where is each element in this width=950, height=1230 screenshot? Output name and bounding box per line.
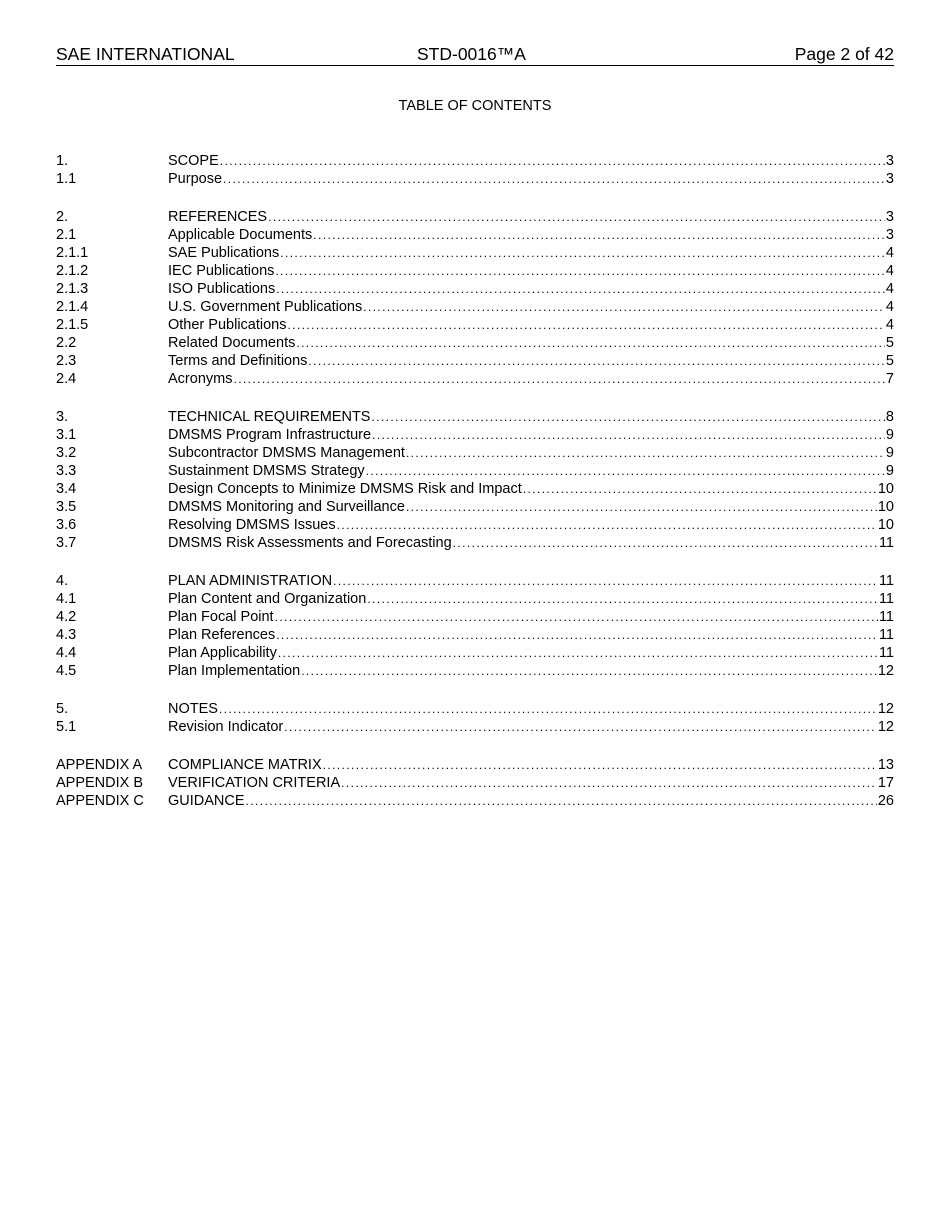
toc-entry-title: TECHNICAL REQUIREMENTS <box>168 409 371 425</box>
toc-section <box>56 700 894 736</box>
toc-entry-number: 4.3 <box>56 627 77 643</box>
toc-entry[interactable] <box>56 662 894 680</box>
toc-entry-title: COMPLIANCE MATRIX <box>168 757 322 773</box>
toc-entry-number: 2.1.1 <box>56 245 89 261</box>
toc-entry[interactable] <box>56 572 894 590</box>
toc-entry-number: APPENDIX B <box>56 775 144 791</box>
header-document-id: STD-0016™A <box>417 44 526 64</box>
toc-entry-number: 3.3 <box>56 463 77 479</box>
toc-dot-leader <box>453 534 878 552</box>
toc-entry[interactable] <box>56 718 894 736</box>
toc-entry-line <box>168 590 894 608</box>
toc-dot-leader <box>280 244 885 262</box>
toc-entry[interactable] <box>56 462 894 480</box>
toc-entry-line <box>168 352 894 370</box>
toc-entry-title: Acronyms <box>168 371 233 387</box>
toc-entry-page: 11 <box>878 573 894 589</box>
toc-entry-page: 4 <box>885 245 894 261</box>
toc-entry-number: 2.1.5 <box>56 317 89 333</box>
toc-entry-page: 9 <box>885 463 894 479</box>
toc-entry-title: PLAN ADMINISTRATION <box>168 573 333 589</box>
toc-dot-leader <box>313 226 885 244</box>
toc-entry-line <box>168 662 894 680</box>
toc-dot-leader <box>323 756 877 774</box>
toc-entry-page: 3 <box>885 209 894 225</box>
toc-entry-page: 17 <box>877 775 894 791</box>
toc-entry-line <box>168 444 894 462</box>
toc-entry[interactable] <box>56 700 894 718</box>
toc-entry-line <box>168 208 894 226</box>
toc-dot-leader <box>287 316 884 334</box>
toc-entry[interactable] <box>56 498 894 516</box>
toc-entry[interactable] <box>56 644 894 662</box>
toc-entry-page: 11 <box>878 535 894 551</box>
toc-dot-leader <box>337 516 877 534</box>
toc-entry-page: 11 <box>878 645 894 661</box>
toc-entry[interactable] <box>56 626 894 644</box>
toc-entry-page: 10 <box>877 481 894 497</box>
header-page-number: Page 2 of 42 <box>794 44 894 64</box>
toc-entry[interactable] <box>56 426 894 444</box>
toc-dot-leader <box>246 792 877 810</box>
toc-section <box>56 756 894 810</box>
toc-dot-leader <box>278 644 878 662</box>
toc-entry-title: Terms and Definitions <box>168 353 308 369</box>
toc-entry-line <box>168 462 894 480</box>
toc-entry-page: 3 <box>885 153 894 169</box>
toc-entry[interactable] <box>56 756 894 774</box>
toc-dot-leader <box>284 718 877 736</box>
toc-dot-leader <box>276 280 885 298</box>
toc-entry[interactable] <box>56 516 894 534</box>
toc-section <box>56 408 894 552</box>
toc-entry-title: Purpose <box>168 171 223 187</box>
toc-entry-title: DMSMS Program Infrastructure <box>168 427 372 443</box>
toc-entry-number: 3.4 <box>56 481 77 497</box>
toc-entry-line <box>168 774 894 792</box>
toc-entry-page: 12 <box>877 701 894 717</box>
toc-entry-number: 2.4 <box>56 371 77 387</box>
toc-dot-leader <box>219 700 877 718</box>
toc-entry-line <box>168 644 894 662</box>
toc-entry-line <box>168 700 894 718</box>
toc-entry-page: 4 <box>885 317 894 333</box>
toc-entry[interactable] <box>56 152 894 170</box>
table-of-contents <box>56 152 894 830</box>
toc-entry-title: U.S. Government Publications <box>168 299 363 315</box>
toc-entry-page: 4 <box>885 281 894 297</box>
toc-entry[interactable] <box>56 408 894 426</box>
toc-entry-number: 2.1 <box>56 227 77 243</box>
toc-entry-line <box>168 170 894 188</box>
toc-entry-number: 2.1.2 <box>56 263 89 279</box>
toc-dot-leader <box>268 208 885 226</box>
toc-entry-title: ISO Publications <box>168 281 276 297</box>
toc-dot-leader <box>367 590 878 608</box>
toc-entry-number: 4.5 <box>56 663 77 679</box>
toc-entry-page: 9 <box>885 445 894 461</box>
toc-dot-leader <box>233 370 884 388</box>
toc-entry-title: NOTES <box>168 701 218 717</box>
toc-entry-number: 5.1 <box>56 719 77 735</box>
toc-entry-line <box>168 792 894 810</box>
toc-dot-leader <box>363 298 885 316</box>
toc-entry-line <box>168 152 894 170</box>
toc-entry-page: 3 <box>885 227 894 243</box>
toc-dot-leader <box>301 662 877 680</box>
toc-entry-page: 13 <box>877 757 894 773</box>
toc-dot-leader <box>276 626 878 644</box>
toc-entry-line <box>168 608 894 626</box>
toc-entry-title: REFERENCES <box>168 209 268 225</box>
header-organization: SAE INTERNATIONAL <box>56 44 235 64</box>
toc-dot-leader <box>275 608 878 626</box>
toc-entry-title: Subcontractor DMSMS Management <box>168 445 405 461</box>
toc-entry-number: 4.2 <box>56 609 77 625</box>
toc-entry-number: 4.4 <box>56 645 77 661</box>
toc-entry-line <box>168 756 894 774</box>
toc-entry[interactable] <box>56 298 894 316</box>
toc-entry-title: Plan Applicability <box>168 645 277 661</box>
toc-entry-title: Applicable Documents <box>168 227 313 243</box>
toc-title: TABLE OF CONTENTS <box>398 98 552 114</box>
toc-entry-number: 2.2 <box>56 335 77 351</box>
toc-entry[interactable] <box>56 480 894 498</box>
toc-entry[interactable] <box>56 774 894 792</box>
toc-entry-page: 10 <box>877 517 894 533</box>
toc-entry-number: 1.1 <box>56 171 77 187</box>
toc-entry-line <box>168 408 894 426</box>
toc-dot-leader <box>341 774 877 792</box>
toc-entry-page: 4 <box>885 263 894 279</box>
toc-section <box>56 208 894 388</box>
toc-entry-number: 3.7 <box>56 535 77 551</box>
toc-entry[interactable] <box>56 334 894 352</box>
toc-entry[interactable] <box>56 534 894 552</box>
toc-dot-leader <box>523 480 877 498</box>
toc-entry-line <box>168 426 894 444</box>
toc-entry-page: 11 <box>878 627 894 643</box>
toc-entry-title: IEC Publications <box>168 263 275 279</box>
toc-entry-number: 2.1.4 <box>56 299 89 315</box>
toc-dot-leader <box>372 426 885 444</box>
toc-entry-page: 12 <box>877 663 894 679</box>
toc-entry-title: Plan Content and Organization <box>168 591 367 607</box>
toc-entry[interactable] <box>56 352 894 370</box>
toc-entry-number: 4.1 <box>56 591 77 607</box>
toc-dot-leader <box>296 334 885 352</box>
toc-entry-number: 3. <box>56 409 69 425</box>
toc-entry-number: 3.1 <box>56 427 77 443</box>
toc-entry[interactable] <box>56 792 894 810</box>
toc-dot-leader <box>371 408 884 426</box>
toc-entry-number: 3.6 <box>56 517 77 533</box>
toc-dot-leader <box>220 152 885 170</box>
toc-entry-title: VERIFICATION CRITERIA <box>168 775 341 791</box>
toc-entry-title: Resolving DMSMS Issues <box>168 517 336 533</box>
toc-entry-title: DMSMS Monitoring and Surveillance <box>168 499 405 515</box>
toc-entry-title: Plan Focal Point <box>168 609 274 625</box>
toc-dot-leader <box>275 262 885 280</box>
toc-entry-line <box>168 316 894 334</box>
toc-entry-page: 4 <box>885 299 894 315</box>
toc-entry[interactable] <box>56 170 894 188</box>
toc-entry-title: Design Concepts to Minimize DMSMS Risk and Impact <box>168 481 522 497</box>
toc-entry[interactable] <box>56 226 894 244</box>
toc-dot-leader <box>223 170 885 188</box>
toc-dot-leader <box>406 498 877 516</box>
toc-entry-title: Other Publications <box>168 317 287 333</box>
toc-entry-page: 5 <box>885 335 894 351</box>
toc-entry[interactable] <box>56 608 894 626</box>
toc-entry-line <box>168 298 894 316</box>
toc-entry-number: 3.2 <box>56 445 77 461</box>
toc-entry-line <box>168 280 894 298</box>
toc-entry-page: 8 <box>885 409 894 425</box>
toc-entry[interactable] <box>56 316 894 334</box>
toc-entry[interactable] <box>56 262 894 280</box>
toc-entry-line <box>168 626 894 644</box>
toc-entry-title: Plan References <box>168 627 276 643</box>
toc-entry-page: 26 <box>877 793 894 809</box>
toc-entry-title: Revision Indicator <box>168 719 284 735</box>
toc-entry-page: 9 <box>885 427 894 443</box>
toc-entry-title: GUIDANCE <box>168 793 245 809</box>
toc-entry-title: Sustainment DMSMS Strategy <box>168 463 365 479</box>
toc-entry-line <box>168 534 894 552</box>
page-header <box>56 44 894 66</box>
toc-entry-page: 11 <box>878 591 894 607</box>
toc-entry-line <box>168 572 894 590</box>
toc-entry-title: DMSMS Risk Assessments and Forecasting <box>168 535 452 551</box>
toc-entry-line <box>168 498 894 516</box>
toc-entry-line <box>168 334 894 352</box>
toc-section <box>56 152 894 188</box>
toc-entry-line <box>168 370 894 388</box>
toc-entry-line <box>168 262 894 280</box>
toc-entry-line <box>168 226 894 244</box>
toc-entry-page: 12 <box>877 719 894 735</box>
toc-dot-leader <box>333 572 878 590</box>
toc-entry-number: 3.5 <box>56 499 77 515</box>
toc-entry-title: SAE Publications <box>168 245 280 261</box>
toc-entry-line <box>168 244 894 262</box>
toc-entry-number: APPENDIX C <box>56 793 144 809</box>
toc-dot-leader <box>366 462 885 480</box>
toc-entry-line <box>168 516 894 534</box>
toc-entry-number: 2. <box>56 209 69 225</box>
toc-entry-title: Related Documents <box>168 335 296 351</box>
toc-dot-leader <box>406 444 885 462</box>
toc-entry-number: 5. <box>56 701 69 717</box>
toc-entry-number: 4. <box>56 573 69 589</box>
toc-entry[interactable] <box>56 244 894 262</box>
toc-entry-number: 2.1.3 <box>56 281 89 297</box>
toc-entry[interactable] <box>56 590 894 608</box>
toc-entry-title: SCOPE <box>168 153 219 169</box>
toc-entry-line <box>168 718 894 736</box>
toc-entry-number: APPENDIX A <box>56 757 143 773</box>
toc-entry[interactable] <box>56 280 894 298</box>
toc-entry[interactable] <box>56 208 894 226</box>
toc-entry-page: 11 <box>878 609 894 625</box>
toc-dot-leader <box>308 352 885 370</box>
toc-entry-page: 10 <box>877 499 894 515</box>
toc-entry[interactable] <box>56 444 894 462</box>
toc-section <box>56 572 894 680</box>
toc-entry-title: Plan Implementation <box>168 663 301 679</box>
toc-entry[interactable] <box>56 370 894 388</box>
toc-entry-page: 3 <box>885 171 894 187</box>
toc-entry-page: 7 <box>885 371 894 387</box>
toc-entry-number: 2.3 <box>56 353 77 369</box>
toc-entry-number: 1. <box>56 153 69 169</box>
toc-entry-page: 5 <box>885 353 894 369</box>
toc-entry-line <box>168 480 894 498</box>
